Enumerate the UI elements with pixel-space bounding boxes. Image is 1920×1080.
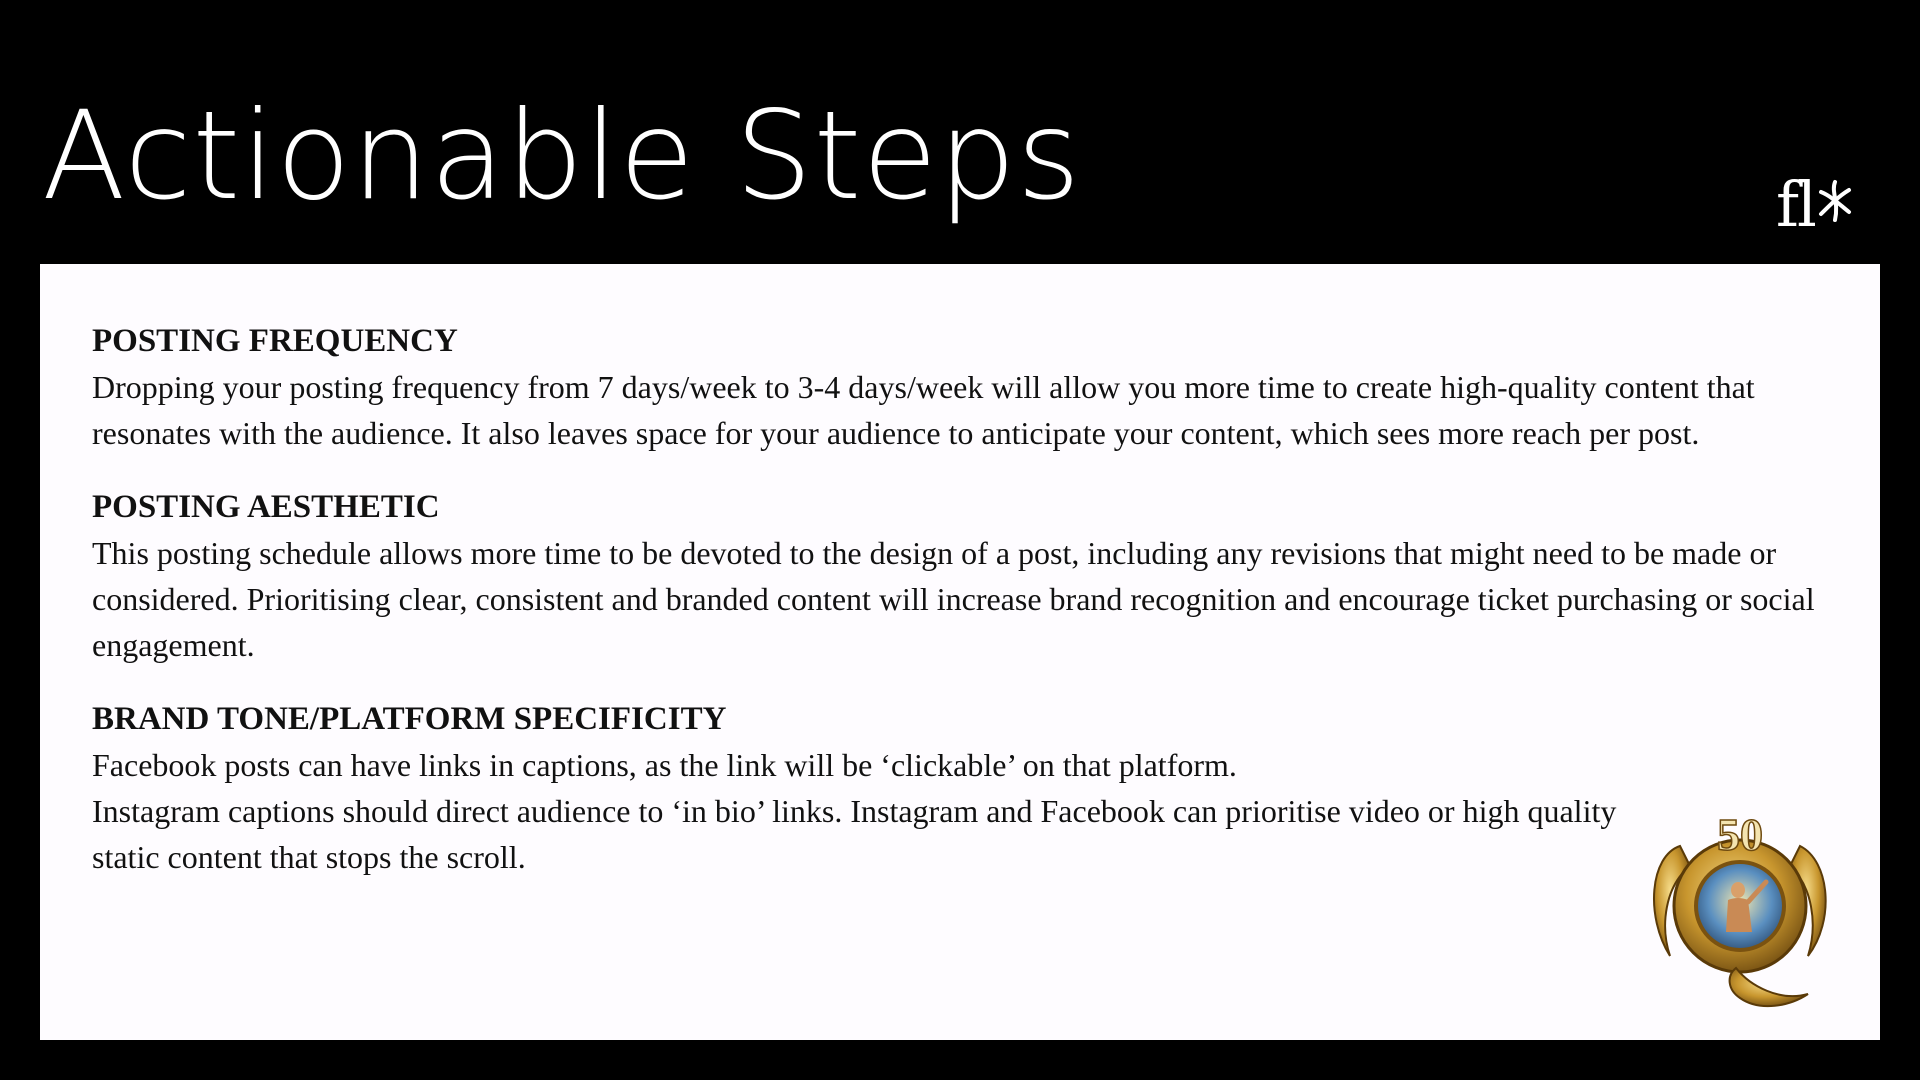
section-heading: POSTING AESTHETIC: [92, 489, 440, 525]
section-body: [92, 530, 1828, 668]
anniversary-badge: [1640, 806, 1840, 1016]
section-heading: BRAND TONE/PLATFORM SPECIFICITY: [92, 701, 727, 737]
section-paragraph: Dropping your posting frequency from 7 days/week to 3-4 days/week will allow you more time to create high-quality content that resonates with the audience. It also leaves space for your audience to anticipate your content, which sees more reach per post.: [92, 369, 1755, 451]
brand-logo: [1776, 166, 1886, 241]
section-posting-frequency: [92, 318, 1828, 456]
section-paragraph: Facebook posts can have links in captions, as the link will be ‘clickable’ on that platform.: [92, 747, 1237, 783]
section-body: [92, 364, 1828, 456]
section-body: [92, 742, 1652, 880]
badge-number: 50: [1717, 809, 1763, 860]
asterisk-icon: [1817, 178, 1853, 224]
section-heading: POSTING FREQUENCY: [92, 323, 458, 359]
section-brand-tone: [92, 696, 1828, 880]
content-panel: [40, 264, 1880, 1040]
section-paragraph: Instagram captions should direct audience to ‘in bio’ links. Instagram and Facebook can prioritise video or high quality static content that stops the scroll.: [92, 793, 1617, 875]
slide-title: Actionable Steps: [42, 85, 1082, 227]
section-posting-aesthetic: [92, 484, 1828, 668]
logo-text: fl: [1776, 168, 1815, 241]
section-paragraph: This posting schedule allows more time to be devoted to the design of a post, including any revisions that might need to be made or considered. Prioritising clear, consistent and branded content will increase brand recognition and encourage ticket purchasing or social engagement.: [92, 535, 1815, 663]
